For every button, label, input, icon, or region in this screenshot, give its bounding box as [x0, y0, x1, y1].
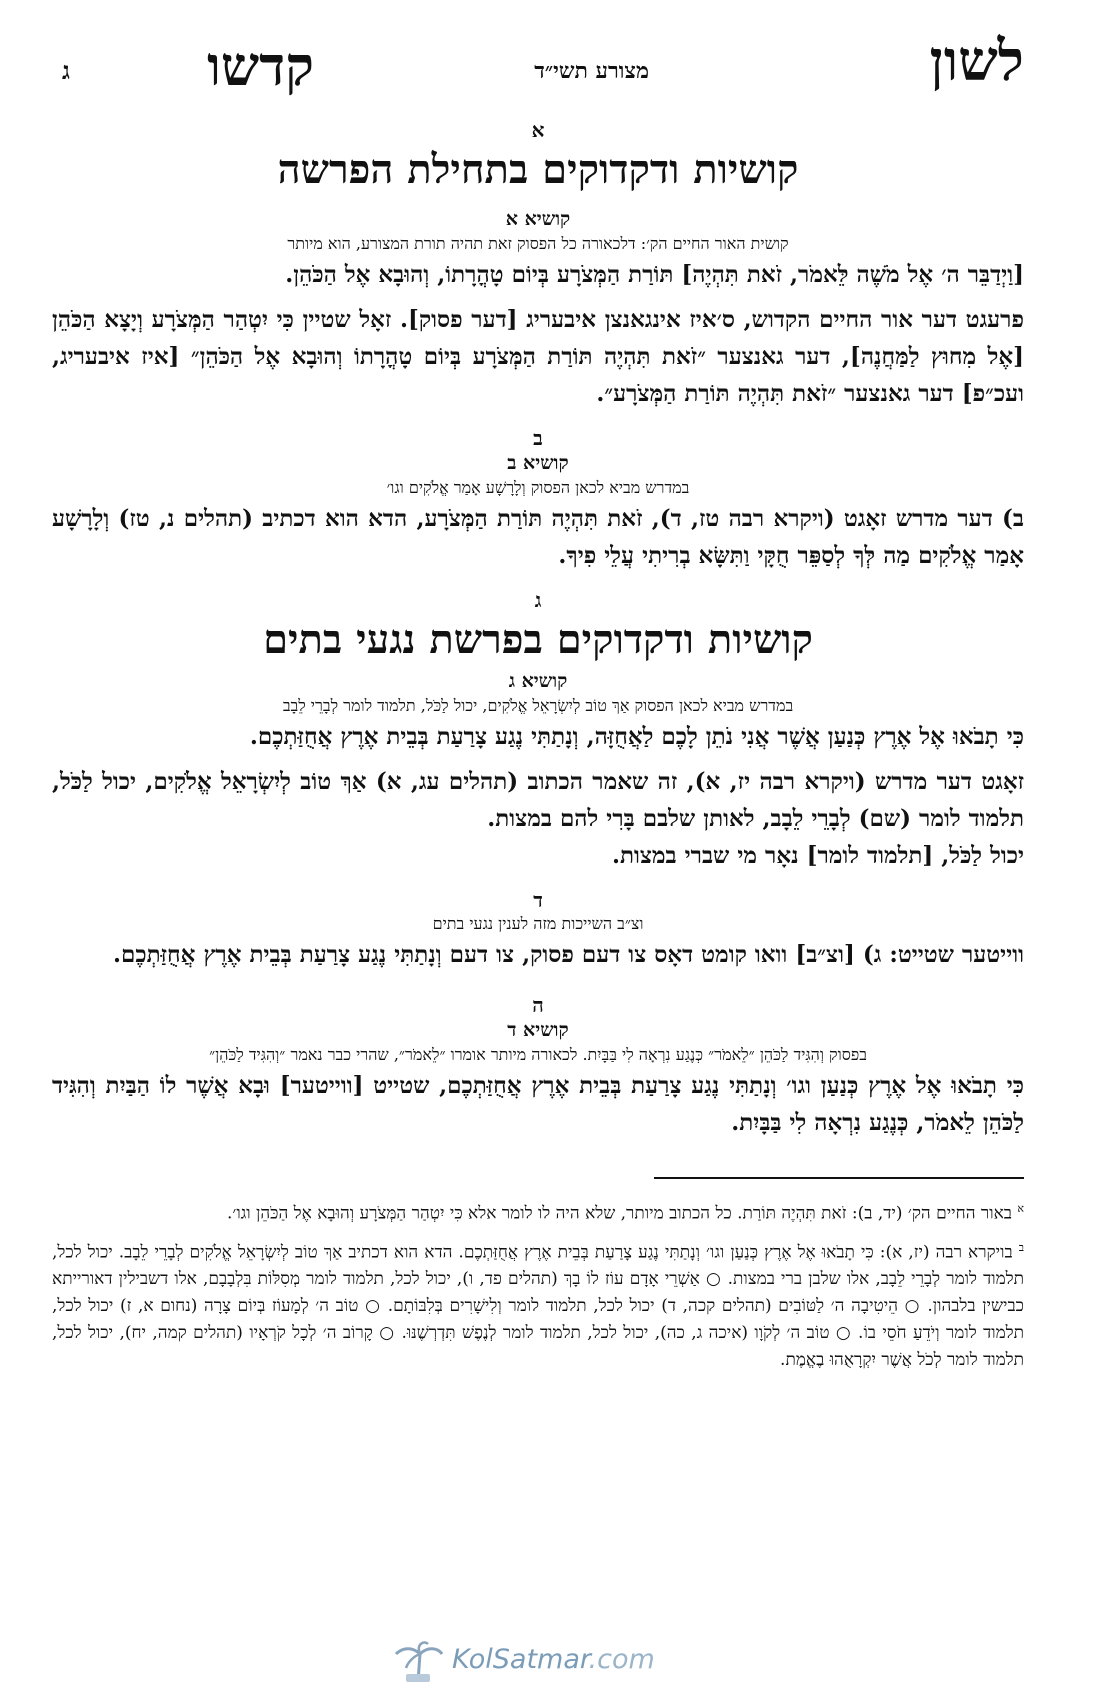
- body-paragraph: ווייטער שטייט: ג) [וצ״ב] וואו קומט דאָס צו דעם פסוק, צו דעם וְנָתַתִּי נֶגַע צָרַעַת בְּבֵית אֶרֶץ אֲחֻזַּתְכֶם.: [113, 941, 1024, 968]
- footnote-mark: א: [1017, 1202, 1024, 1215]
- logo-name: KolSatmar: [452, 1644, 589, 1675]
- footnote-text: בויקרא רבה (יז, א): כִּי תָבֹאוּ אֶל אֶרֶץ כְּנַעַן וגו׳ וְנָתַתִּי נֶגַע צָרַעַת בְּבֵית אֶרֶץ אֲחֻזַּתְכֶם. הדא הוא דכתיב אַךְ טוֹב לְיִשְׂרָאֵל אֱלֹקִים לְבָרֵי לֵבָב. יכול לכל, תלמוד לומר לְבָרֵי לֵבָב, אלו שלבן ברי במצות. ○ אַשְׁרֵי אָדָם עוֹז לוֹ בָךְ (תהלים פד, ו), יכול לכל, תלמוד לומר מְסִלּוֹת בִּלְבָבָם, אלו דשבילין דאורייתא כבישין בלבהון. ○ הֵיטִיבָה ה׳ לַטּוֹבִים (תהלים קכה, ד) יכול לכל, תלמוד לומר וְלִישָׁרִים בְּלִבּוֹתָם. ○ טוֹב ה׳ לְמָעוֹז בְּיוֹם צָרָה (נחום א, ז) יכול לכל, תלמוד לומר וְיֹדֵעַ חֹסֵי בוֹ. ○ טוֹב ה׳ לְקֹוָו (איכה ג, כה), יכול לכל, תלמוד לומר לְנֶפֶשׁ תִּדְרְשֶׁנּוּ. ○ קָרוֹב ה׳ לְכָל קֹרְאָיו (תהלים קמה, יח), יכול לכל, תלמוד לומר לְכֹל אֲשֶׁר יִקְרָאֻהוּ בֶאֱמֶת.: [52, 1242, 1024, 1371]
- parsha-label: מצורע תשי״ד: [534, 58, 649, 84]
- palm-tree-icon: [390, 1640, 446, 1684]
- verse-paragraph: כִּי תָבֹאוּ אֶל אֶרֶץ כְּנַעַן אֲשֶׁר אֲנִי נֹתֵן לָכֶם לַאֲחֻזָּה, וְנָתַתִּי נֶגַע צָרַעַת בְּבֵית אֶרֶץ אֲחֻזַּתְכֶם.: [249, 723, 1024, 750]
- footnote: [52, 1195, 1024, 1228]
- running-title-word-2: קדשו: [207, 34, 314, 98]
- body-paragraph: ב) דער מדרש זאָגט (ויקרא רבה טז, ד), זֹאת תִּהְיֶה תּוֹרַת הַמְּצֹרָע, הדא הוא דכתיב (תהלים נ, טז) וְלָרָשָׁע אָמַר אֱלֹקִים מַה לְּךָ לְסַפֵּר חֻקָּי וַתִּשָּׂא בְרִיתִי עֲלֵי פִיךָ.: [52, 505, 1024, 569]
- footnote-mark: ב: [1018, 1240, 1025, 1254]
- page-header: [52, 28, 1024, 118]
- body-paragraph: יכול לַכֹּל, [תלמוד לומר] נאָר מי שברי במצות.: [611, 842, 1024, 869]
- footnote-text: באור החיים הק׳ (יד, ב): זֹאת תִּהְיֶה תּוֹרַת. כל הכתוב מיותר, שלא היה לו לומר אלא כִּי יִטְהַר הַמְּצֹרָע וְהוּבָא אֶל הַכֹּהֵן וגו׳.: [227, 1203, 1012, 1224]
- kushia-label: קושיא א: [505, 208, 571, 230]
- kushia-intro: במדרש מביא לכאן הפסוק וְלָרָשָׁע אָמַר אֱלֹקִים וגו׳: [386, 478, 690, 497]
- section-title: קושיות ודקדוקים בפרשת נגעי בתים: [263, 616, 813, 663]
- site-logo: [390, 1640, 655, 1684]
- kushia-label: קושיא ד: [507, 1019, 569, 1041]
- page-number: ג: [62, 56, 70, 85]
- verse-paragraph: [וַיְדַבֵּר ה׳ אֶל מֹשֶׁה לֵּאמֹר, זֹאת תִּהְיֶה] תּוֹרַת הַמְּצֹרָע בְּיוֹם טָהֳרָתוֹ, וְהוּבָא אֶל הַכֹּהֵן.: [285, 261, 1024, 288]
- running-title-word-1: לשון: [929, 28, 1024, 94]
- section-letter: ד: [533, 888, 543, 912]
- kushia-label: קושיא ב: [507, 452, 569, 474]
- logo-domain: .com: [588, 1644, 655, 1675]
- kushia-intro: קושית האור החיים הק׳: דלכאורה כל הפסוק זאת תהיה תורת המצורע, הוא מיותר: [287, 234, 789, 253]
- section-letter: ב: [533, 426, 543, 450]
- kushia-label: קושיא ג: [508, 670, 568, 692]
- page: [52, 28, 1024, 1380]
- section-letter: ה: [532, 993, 544, 1017]
- section-letter: א: [531, 118, 545, 142]
- kushia-intro: וצ״ב השייכות מזה לענין נגעי בתים: [432, 914, 644, 933]
- verse-paragraph: כִּי תָבֹאוּ אֶל אֶרֶץ כְּנַעַן וגו׳ וְנָתַתִּי נֶגַע צָרַעַת בְּבֵית אֶרֶץ אֲחֻזַּתְכֶם, שטייט [ווייטער] וּבָא אֲשֶׁר לוֹ הַבַּיִת וְהִגִּיד לַכֹּהֵן לֵאמֹר, כְּנֶגַע נִרְאָה לִי בַּבָּיִת.: [52, 1072, 1024, 1136]
- kushia-intro: בפסוק וְהִגִּיד לַכֹּהֵן ״לֵאמֹר״ כְּנֶגַע נִרְאָה לִי בַּבָּיִת. לכאורה מיותר אומרו ״לֵאמֹר״, שהרי כבר נאמר ״וְהִגִּיד לַכֹּהֵן״: [209, 1045, 867, 1064]
- footnote-divider: [654, 1177, 1024, 1179]
- footnote: [52, 1234, 1024, 1375]
- section-title: קושיות ודקדוקים בתחילת הפרשה: [277, 146, 799, 193]
- body-paragraph: זאָגט דער מדרש (ויקרא רבה יז, א), זה שאמר הכתוב (תהלים עג, א) אַךְ טוֹב לְיִשְׂרָאֵל אֱלֹקִים, יכול לַכֹּל, תלמוד לומר (שם) לְבָרֵי לֵבָב, לאותן שלבם בָּרִי להם במצות.: [52, 768, 1024, 832]
- section-letter: ג: [534, 588, 542, 612]
- kushia-intro: במדרש מביא לכאן הפסוק אַךְ טוֹב לְיִשְׂרָאֵל אֱלֹקִים, יכול לַכֹּל, תלמוד לומר לְבָרֵי לֵבָב: [282, 696, 794, 715]
- body-paragraph: פרעגט דער אור החיים הקדוש, ס׳איז אינגאנצן איבעריג [דער פסוק]. זאָל שטיין כִּי יִטְהַר הַמְּצֹרָע וְיָצָא הַכֹּהֵן [אֶל מִחוּץ לַמַּחֲנֶה], דער גאנצער ״זֹאת תִּהְיֶה תּוֹרַת הַמְּצֹרָע בְּיוֹם טָהֳרָתוֹ וְהוּבָא אֶל הַכֹּהֵן״ [איז איבעריג, ועכ״פ] דער גאנצער ״זֹאת תִּהְיֶה תּוֹרַת הַמְּצֹרָע״.: [52, 306, 1024, 407]
